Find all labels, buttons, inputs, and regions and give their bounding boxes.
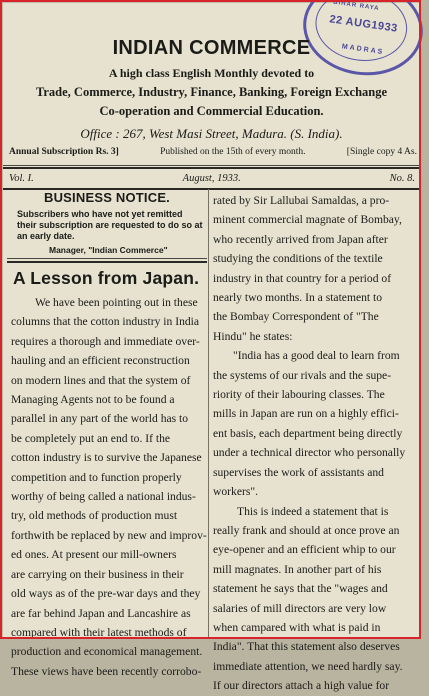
article-line: under a technical director who personally (213, 446, 406, 460)
article-line: supervises the work of assistants and (213, 465, 384, 479)
issue-date: August, 1933. (182, 173, 241, 184)
article-line: nearly two months. In a statement to (213, 291, 383, 305)
article-line: try, old methods of production must (11, 509, 178, 523)
article-line: on modern lines and that the system of (11, 373, 191, 387)
article-line: industry in that country for a period of (213, 271, 392, 285)
annual-subscription: Annual Subscription Rs. 3] (9, 147, 119, 157)
issue-number: No. 8. (389, 173, 415, 184)
newspaper-page (2, 0, 421, 693)
article-line: are far behind Japan and Lancashire as (11, 606, 191, 620)
article-line: rated by Sir Lallubai Samaldas, a pro- (213, 194, 390, 207)
article-line: compared with their latest methods of (11, 625, 187, 639)
article-line: the systems of our rivals and the supe- (213, 368, 392, 382)
article-line: forthwith be replaced by new and improv- (11, 528, 207, 542)
masthead-rule-bottom (3, 167, 420, 169)
notice-body (17, 209, 203, 242)
article-line: the Bombay Correspondent of "The (213, 310, 379, 324)
notice-title: BUSINESS NOTICE. (44, 190, 170, 205)
article-line: eye-opener and an efficient whip to our (213, 543, 396, 557)
article-line: cotton industry is to survive the Japanese (11, 451, 202, 465)
article-line: who recently arrived from Japan after (213, 232, 388, 246)
article-line: when campared with what is paid in (213, 620, 381, 634)
article-line: Hindu" he states: (213, 329, 293, 343)
article-line: columns that the cotton industry in India (11, 315, 200, 329)
notice-line: an early date. (17, 231, 75, 241)
notice-line: their subscription are requested to do so at (17, 220, 203, 230)
left-column (7, 189, 207, 678)
article-line: mill magnates. In another part of his (213, 562, 382, 576)
article-line: mills in Japan are run on a highly effici- (213, 407, 399, 421)
article-line: salaries of mill directors are very low (213, 601, 387, 615)
column-divider (208, 189, 209, 639)
masthead-tagline-3: Co-operation and Commercial Education. (99, 104, 324, 118)
article-line: ent basis, each department being directly (213, 426, 403, 440)
stamp-city: MADRAS (341, 43, 385, 57)
notice-line: Subscribers who have not yet remitted (17, 209, 183, 219)
article-line: requires a thorough and immediate over- (11, 334, 200, 348)
article-line: ed ones. At present our mill-owners (11, 548, 177, 562)
article-line: "India has a good deal to learn from (233, 349, 400, 363)
masthead-tagline-1: A high class English Monthly devoted to (108, 66, 315, 80)
single-copy-price: [Single copy 4 As. (346, 147, 417, 157)
masthead-title: INDIAN COMMERCE (112, 37, 311, 59)
article-line: Managing Agents not to be found a (11, 393, 175, 407)
subscription-line (9, 147, 417, 157)
article-line: production and economical management. (11, 645, 203, 659)
office-address: Office : 267, West Masi Street, Madura. (S. India). (80, 126, 343, 141)
article-line: are carrying on their business in their (11, 567, 184, 581)
article-line: minent commercial magnate of Bombay, (213, 213, 402, 227)
article-line: immediate attention, we need hardly say. (213, 659, 403, 673)
article-line: statement he says that the "wages and (213, 582, 388, 596)
publication-schedule: Published on the 15th of every month. (160, 147, 306, 157)
article-line: hauling and an efficient reconstruction (11, 354, 190, 368)
notice-rule (7, 258, 207, 259)
article-line: We have been pointing out in these (35, 296, 198, 309)
article-line: workers". (213, 485, 258, 499)
article-line: really frank and should at once prove an (213, 523, 400, 537)
article-line: be completely put an end to. If the (11, 431, 171, 445)
masthead-rule-top (3, 165, 420, 166)
article-line: worthy of being called a national indus- (11, 490, 196, 504)
article-line: India". That this statement also deserves (213, 640, 400, 654)
article-line: riority of their labouring classes. The (213, 388, 385, 402)
article-line: studying the conditions of the textile (213, 252, 383, 266)
article-body-left (11, 293, 207, 681)
notice-signature: Manager, "Indian Commerce" (49, 245, 168, 255)
article-title: A Lesson from Japan. (13, 268, 200, 288)
masthead-tagline-2: Trade, Commerce, Industry, Finance, Banking, Foreign Exchange (35, 85, 388, 99)
issue-info (9, 173, 415, 184)
right-column (213, 191, 416, 696)
stamp-top-text: BIHAR RAYA (332, 0, 380, 13)
article-line: This is indeed a statement that is (237, 504, 389, 518)
article-line: If our directors attach a high value for (213, 679, 390, 693)
notice-rule-thick (7, 261, 207, 263)
stamp-date: 22 AUG1933 (328, 13, 399, 35)
article-line: parallel in any part of the world has to (11, 412, 189, 426)
article-line: competition and to function properly (11, 470, 182, 484)
issue-volume: Vol. I. (9, 173, 34, 184)
article-line: old ways as of the pre-war days and they (11, 587, 201, 601)
article-line: These views have been recently corrobo- (11, 664, 202, 678)
